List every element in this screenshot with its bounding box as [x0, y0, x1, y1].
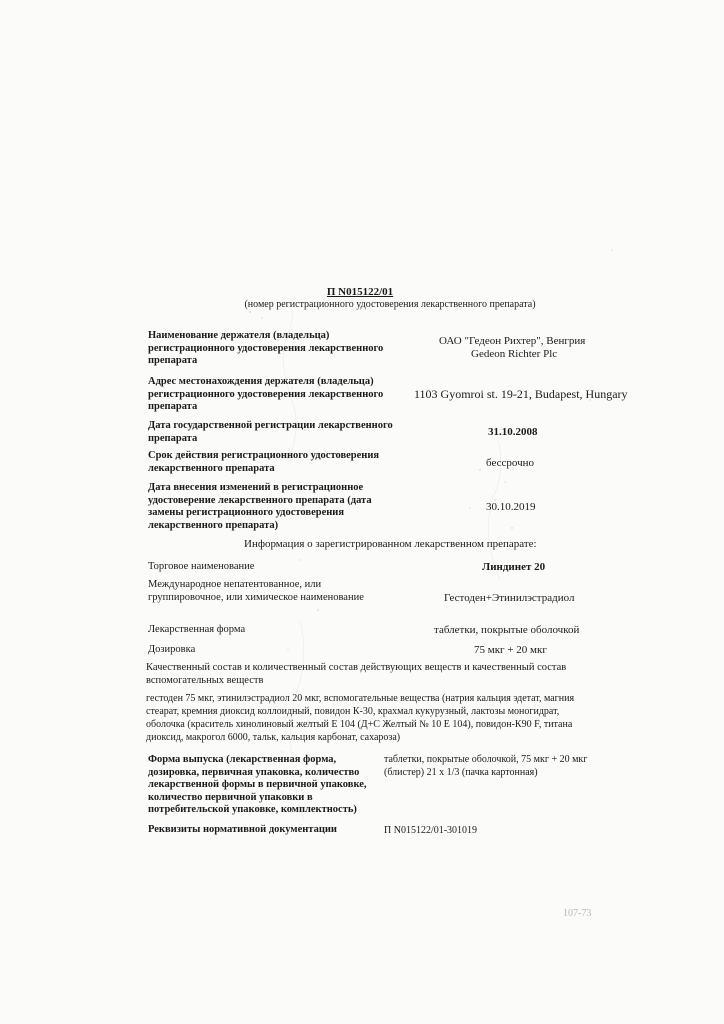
normative-doc-label: Реквизиты нормативной документации	[148, 824, 337, 835]
info-heading: Информация о зарегистрированном лекарственном препарате:	[244, 538, 537, 550]
inn-value: Гестоден+Этинилэстрадиол	[444, 592, 575, 604]
composition-line: гестоден 75 мкг, этинилэстрадиол 20 мкг, вспомогательные вещества (натрия кальция эдетат, магния	[146, 693, 575, 704]
registration-number: П N015122/01	[326, 286, 394, 298]
trade-name-value: Линдинет 20	[482, 561, 546, 573]
validity-value: бессрочно	[486, 457, 535, 469]
holder-name-value-line-2: Gedeon Richter Plc	[471, 348, 558, 360]
dosage-form-label: Лекарственная форма	[148, 624, 246, 635]
release-form-value-line-1: таблетки, покрытые оболочкой, 75 мкг + 20 мкг	[384, 754, 588, 765]
registration-date-value: 31.10.2008	[488, 426, 538, 438]
amendment-date-value: 30.10.2019	[486, 501, 536, 513]
validity-label: Срок действия регистрационного удостоверения лекарственного препарата	[148, 450, 380, 474]
composition-line: стеарат, кремния диоксид коллоидный, повидон К-30, крахмал кукурузный, лактозы моногидрат,	[146, 706, 560, 717]
composition-text	[146, 692, 631, 744]
inn-label: Международное непатентованное, или группировочное, или химическое наименование	[148, 579, 364, 603]
release-form-value-line-2: (блистер) 21 x 1/3 (пачка картонная)	[384, 767, 538, 778]
dosage-value: 75 мкг + 20 мкг	[474, 644, 547, 656]
footer-mark: 107-73	[563, 908, 592, 919]
holder-name-value-line-1: ОАО "Гедеон Рихтер", Венгрия	[439, 335, 586, 347]
holder-address-label: Адрес местонахождения держателя (владельца) регистрационного удостоверения лекарственного препарата	[148, 376, 384, 412]
composition-line: диоксид, макрогол 6000, тальк, кальция карбонат, сахароза)	[146, 732, 401, 743]
dosage-form-value: таблетки, покрытые оболочкой	[434, 624, 580, 636]
registration-date-label: Дата государственной регистрации лекарственного препарата	[148, 420, 393, 444]
composition-heading: Качественный состав и количественный состав действующих веществ и качественный состав вспомогательных веществ	[146, 662, 567, 686]
registration-number-caption: (номер регистрационного удостоверения лекарственного препарата)	[244, 299, 536, 310]
holder-name-label: Наименование держателя (владельца) регистрационного удостоверения лекарственного препарата	[148, 330, 384, 366]
holder-address-value: 1103 Gyomroi st. 19-21, Budapest, Hungary	[414, 387, 628, 401]
release-form-label: Форма выпуска (лекарственная форма, дозировка, первичная упаковка, количество лекарственной формы в первичной упаковке, количество первичной упаковки в потребительской упаковке, комплектность)	[148, 754, 367, 815]
composition-line: оболочка (краситель хинолиновый желтый E 104 (Д+С Желтый № 10 E 104), повидон-К90 F, титана	[146, 719, 573, 730]
normative-doc-value: П N015122/01-301019	[384, 825, 478, 836]
amendment-date-label: Дата внесения изменений в регистрационное удостоверение лекарственного препарата (дата замены регистрационного удостоверения лекарственного препарата)	[148, 482, 372, 531]
dosage-label: Дозировка	[148, 644, 196, 655]
trade-name-label: Торговое наименование	[148, 561, 255, 572]
